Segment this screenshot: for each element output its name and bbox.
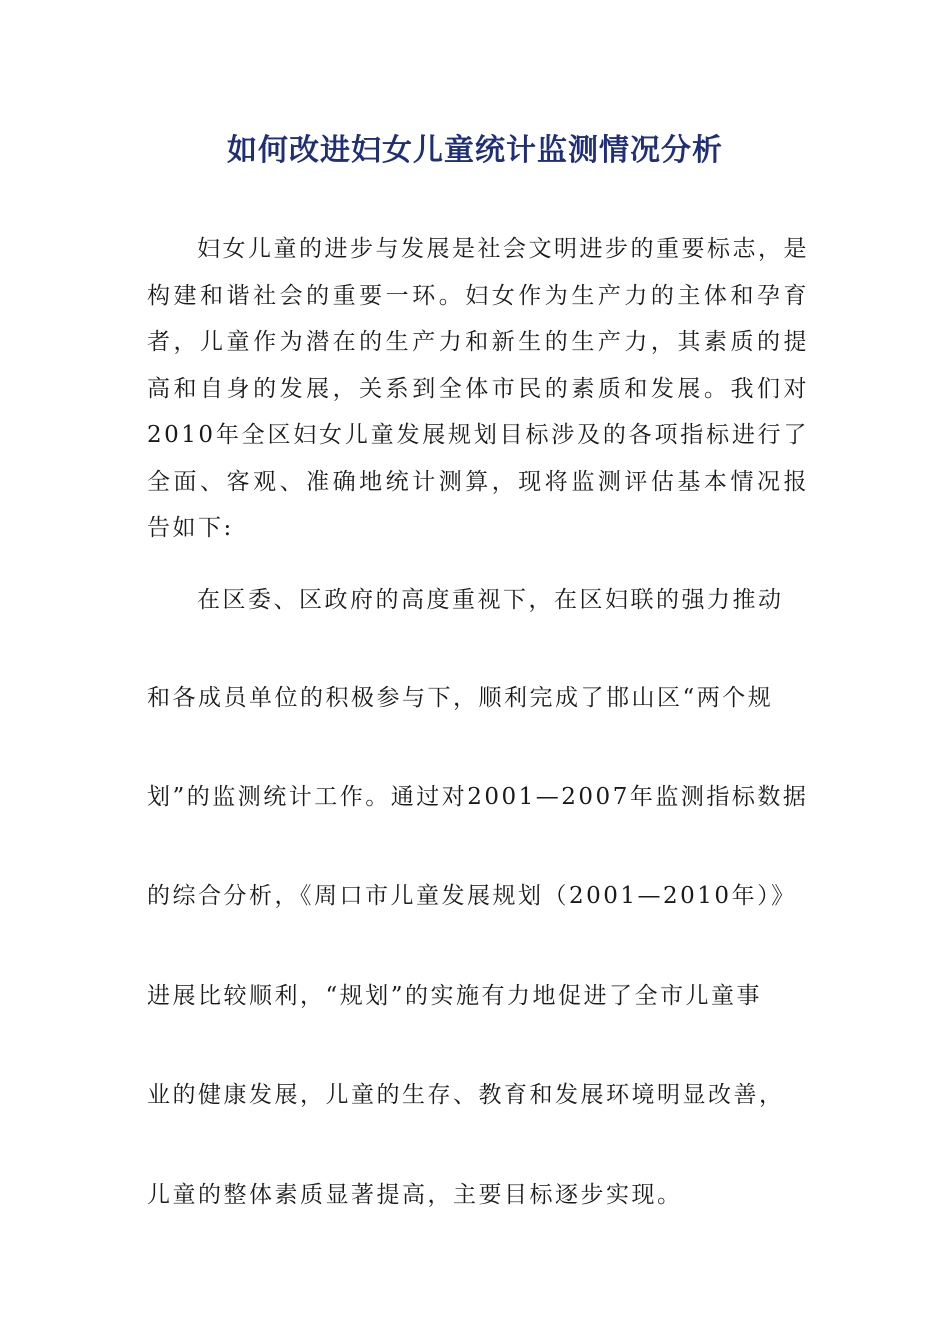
paragraph-line: 和各成员单位的积极参与下，顺利完成了邯山区“两个规 [147, 685, 774, 711]
paragraph-line: 在区委、区政府的高度重视下，在区妇联的强力推动 [197, 587, 784, 613]
paragraph-line: 进展比较顺利，“规划”的实施有力地促进了全市儿童事 [147, 983, 763, 1009]
document-title: 如何改进妇女儿童统计监测情况分析 [227, 133, 723, 168]
paragraph-line: 划”的监测统计工作。通过对2001—2007年监测指标数据 [147, 784, 809, 810]
paragraph-line: 的综合分析，《周口市儿童发展规划（2001—2010年）》 [147, 883, 797, 909]
paragraph-line: 儿童的整体素质显著提高，主要目标逐步实现。 [147, 1182, 683, 1208]
paragraph-intro: 妇女儿童的进步与发展是社会文明进步的重要标志，是构建和谐社会的重要一环。妇女作为生产力的主体和孕育者，儿童作为潜在的生产力和新生的生产力，其素质的提高和自身的发展，关系到全体市民的素质和发展。我们对2010年全区妇女儿童发展规划目标涉及的各项指标进行了全面、客观、准确地统计测算，现将监测评估基本情况报告如下: [147, 236, 809, 541]
paragraph-line: 业的健康发展，儿童的生存、教育和发展环境明显改善， [147, 1082, 785, 1108]
